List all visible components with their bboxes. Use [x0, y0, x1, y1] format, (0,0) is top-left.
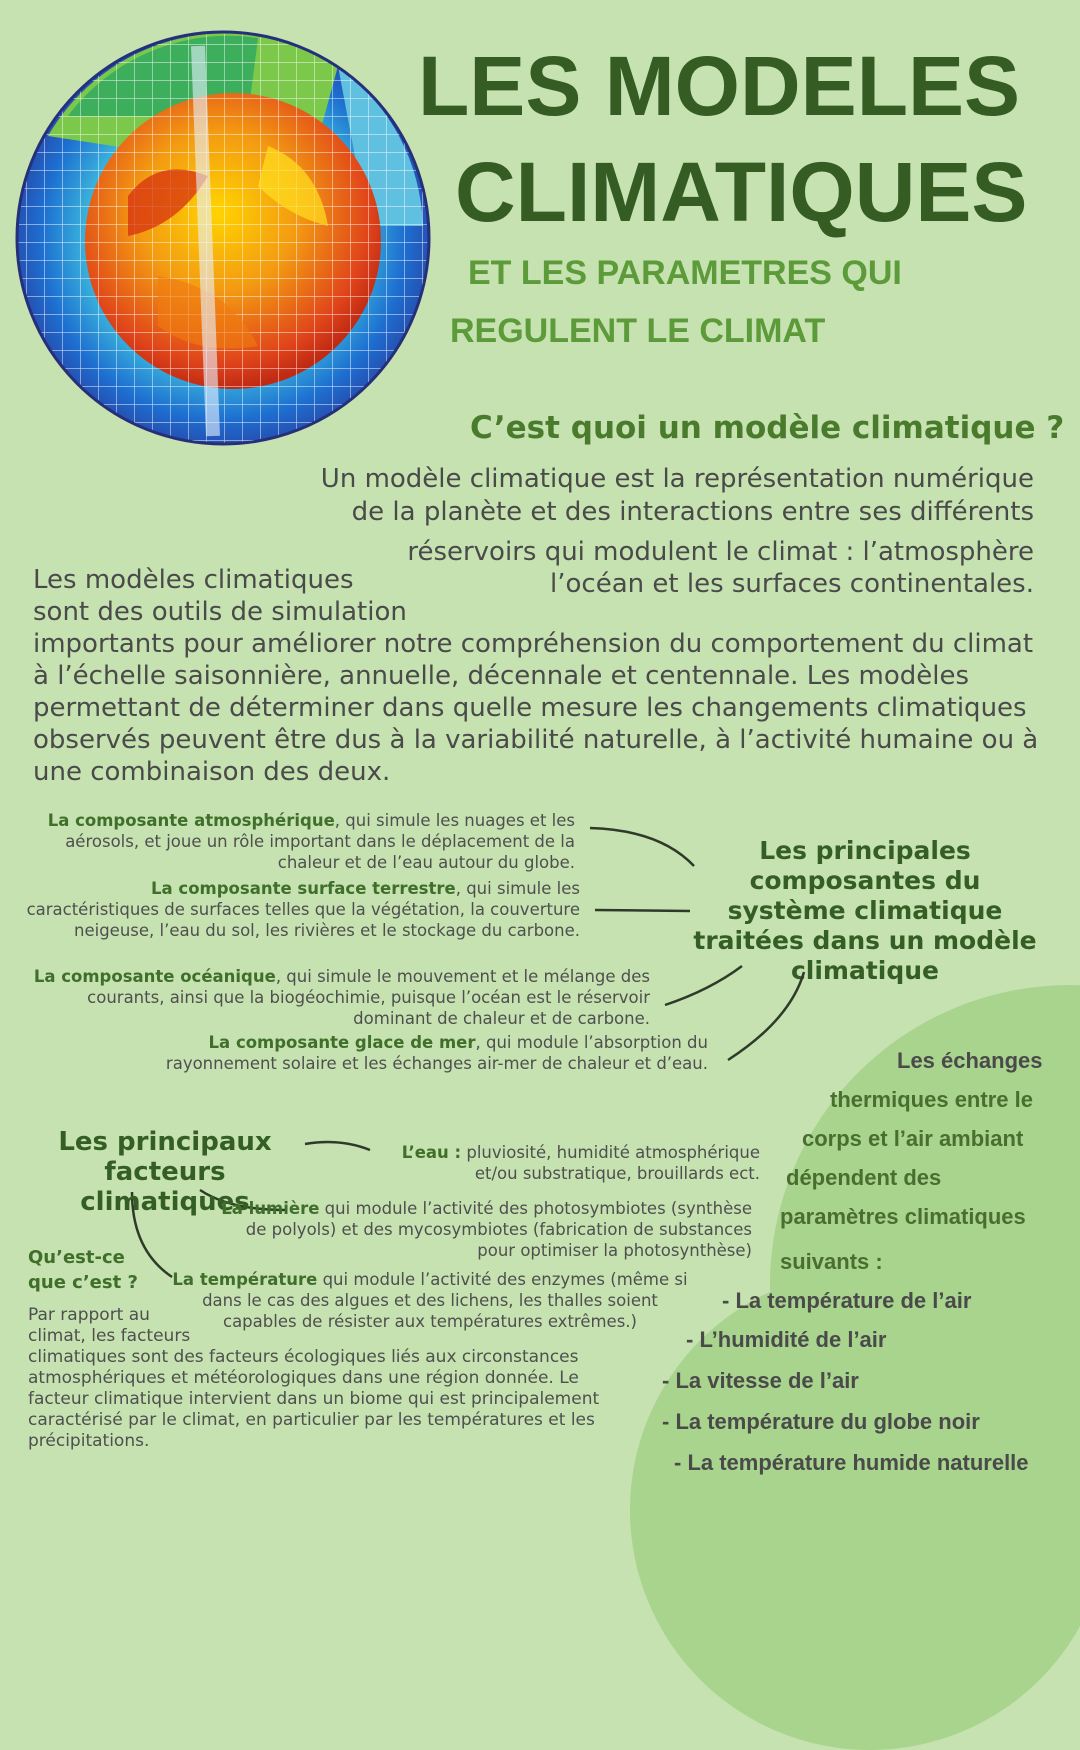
param-natural-wet-temperature: - La température humide naturelle	[674, 1450, 1029, 1475]
factor-temperature-name: La température	[172, 1270, 318, 1289]
whatis-paragraph: climatiques sont des facteurs écologiques liés aux circonstances atmosphériques et météorologiques dans une région donnée. Le facteur climatique intervient dans un biome qui est principalement caractérisé par le climat, en particulier par les températures et les précipitations.	[28, 1347, 600, 1451]
page-title-line1: LES MODELES	[418, 39, 1021, 133]
factor-temperature	[170, 1269, 690, 1332]
component-sea-ice-text: , qui module l’absorption du rayonnement solaire et les échanges air-mer de chaleur et d’eau.	[165, 1033, 708, 1073]
factor-water-name: L’eau :	[401, 1143, 462, 1162]
intro-line2: sont des outils de simulation	[33, 597, 407, 627]
intro-paragraph: importants pour améliorer notre compréhension du comportement du climat à l’échelle saisonnière, annuelle, décennale et centennale. Les modèles permettant de déterminer dans quelle mesure les changements climatiques observés peuvent être dus à la variabilité naturelle, à l’activité humaine ou à une combinaison des deux.	[33, 629, 1039, 787]
param-black-globe-temperature: - La température du globe noir	[662, 1409, 980, 1434]
factor-temperature-text: qui module l’activité des enzymes (même si dans le cas des algues et des lichens, les thalles soient capables de résister aux températures extrêmes.)	[202, 1270, 688, 1331]
param-air-temperature: - La température de l’air	[722, 1288, 972, 1313]
component-sea-ice-name: La composante glace de mer	[208, 1033, 476, 1052]
param-air-speed: - La vitesse de l’air	[662, 1368, 859, 1393]
exchanges-line6: suivants :	[780, 1249, 883, 1274]
exchanges-line2: thermiques entre le	[830, 1087, 1033, 1112]
param-air-humidity: - L’humidité de l’air	[686, 1327, 887, 1352]
component-atmosphere-name: La composante atmosphérique	[47, 811, 335, 830]
components-title: Les principales composantes du système climatique traitées dans un modèle climatique	[693, 836, 1037, 985]
factors-title-line2: facteurs climatiques	[80, 1157, 250, 1217]
factor-water	[375, 1142, 760, 1184]
definition-line1: Un modèle climatique est la représentation numérique	[320, 464, 1034, 494]
factor-light	[220, 1198, 752, 1261]
section-heading-what-is: C’est quoi un modèle climatique ?	[470, 410, 1065, 446]
exchanges-line5: paramètres climatiques	[780, 1204, 1026, 1229]
whatis-question-line2: que c’est ?	[28, 1272, 138, 1293]
factor-light-name: La lumière	[221, 1199, 320, 1218]
page-subtitle-line1: ET LES PARAMETRES QUI	[468, 254, 902, 292]
whatis-para-line2: climat, les facteurs	[28, 1326, 191, 1346]
component-ocean-name: La composante océanique	[33, 967, 276, 986]
whatis-question-line1: Qu’est-ce	[28, 1247, 125, 1268]
component-land-surface-name: La composante surface terrestre	[151, 879, 456, 898]
component-ocean-text: , qui simule le mouvement et le mélange des courants, ainsi que la biogéochimie, puisque l’océan est le réservoir dominant de chaleur et de carbone.	[87, 967, 650, 1028]
page-subtitle-line2: REGULENT LE CLIMAT	[450, 312, 826, 350]
component-land-surface-text: , qui simule les caractéristiques de surfaces telles que la végétation, la couverture neigeuse, l’eau du sol, les rivières et le stockage du carbone.	[26, 879, 580, 940]
whatis-para-line1: Par rapport au	[28, 1305, 150, 1325]
definition-line2: de la planète et des interactions entre ses différents	[351, 497, 1034, 527]
exchanges-line1: Les échanges	[897, 1048, 1043, 1073]
factor-water-text: pluviosité, humidité atmosphérique et/ou substratique, brouillards ect.	[461, 1143, 760, 1183]
exchanges-line4: dépendent des	[786, 1165, 942, 1190]
page-title-line2: CLIMATIQUES	[455, 145, 1028, 239]
definition-line4: l’océan et les surfaces continentales.	[550, 569, 1034, 599]
factors-title-line1: Les principaux	[58, 1127, 272, 1157]
intro-line1: Les modèles climatiques	[33, 565, 354, 595]
factor-light-text: qui module l’activité des photosymbiotes (synthèse de polyols) et des mycosymbiotes (fabrication de substances pour optimiser la photosynthèse)	[245, 1199, 752, 1260]
component-atmosphere-text: , qui simule les nuages et les aérosols, et joue un rôle important dans le déplacement de la chaleur et de l’eau autour du globe.	[65, 811, 575, 872]
definition-line3: réservoirs qui modulent le climat : l’atmosphère	[407, 537, 1034, 567]
exchanges-line3: corps et l’air ambiant	[802, 1126, 1024, 1151]
